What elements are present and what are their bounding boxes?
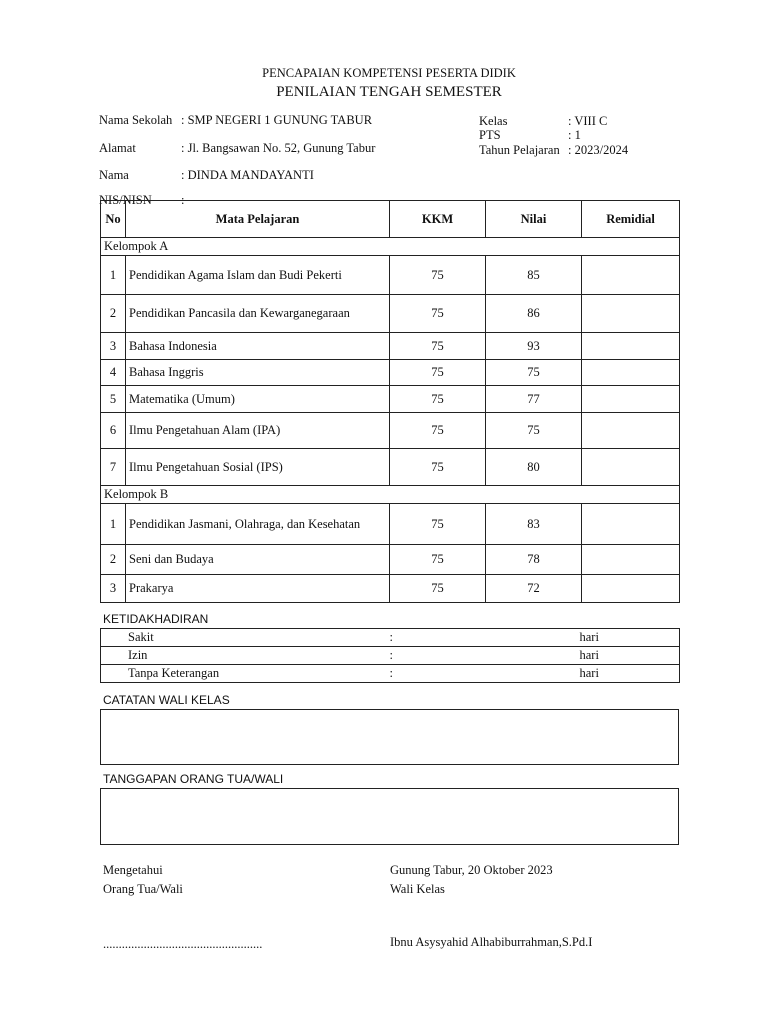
row-score: 75: [486, 360, 582, 386]
absence-unit: hari: [580, 647, 680, 665]
header-kkm: KKM: [390, 201, 486, 238]
row-subject: Bahasa Inggris: [126, 360, 390, 386]
row-remedial: [582, 413, 680, 449]
class-label: Kelas: [479, 114, 508, 128]
row-no: 7: [101, 449, 126, 486]
absence-label: Izin: [101, 647, 390, 665]
parent-response-box: [100, 788, 679, 845]
place-date: Gunung Tabur, 20 Oktober 2023: [390, 863, 553, 877]
row-no: 4: [101, 360, 126, 386]
absence-title: KETIDAKHADIRAN: [103, 612, 209, 626]
row-subject: Prakarya: [126, 575, 390, 603]
row-no: 3: [101, 333, 126, 360]
table-row: [101, 575, 680, 603]
parent-signature-line: ...................................................: [103, 937, 263, 951]
school-value: : SMP NEGERI 1 GUNUNG TABUR: [181, 113, 373, 127]
report-subtitle: PENILAIAN TENGAH SEMESTER: [276, 84, 502, 100]
table-header-row: [101, 201, 680, 238]
header-subject: Mata Pelajaran: [126, 201, 390, 238]
row-score: 78: [486, 545, 582, 575]
table-row: [101, 256, 680, 295]
header-score: Nilai: [486, 201, 582, 238]
row-remedial: [582, 256, 680, 295]
row-remedial: [582, 386, 680, 413]
homeroom-notes-title: CATATAN WALI KELAS: [103, 693, 230, 707]
address-value: : Jl. Bangsawan No. 52, Gunung Tabur: [181, 141, 376, 155]
row-kkm: 75: [390, 295, 486, 333]
table-row: [101, 295, 680, 333]
row-score: 86: [486, 295, 582, 333]
nis-label: NIS/NISN: [99, 193, 152, 207]
school-year-label: Tahun Pelajaran: [479, 143, 560, 157]
row-score: 75: [486, 413, 582, 449]
row-subject: Ilmu Pengetahuan Sosial (IPS): [126, 449, 390, 486]
row-no: 2: [101, 295, 126, 333]
row-kkm: 75: [390, 575, 486, 603]
table-row: [101, 449, 680, 486]
row-score: 83: [486, 504, 582, 545]
row-subject: Pendidikan Pancasila dan Kewarganegaraan: [126, 295, 390, 333]
header-remedial: Remidial: [582, 201, 680, 238]
pts-label: PTS: [479, 128, 501, 142]
group-b-label: Kelompok B: [101, 486, 680, 504]
absence-colon: :: [390, 665, 580, 683]
absence-row: [101, 629, 680, 647]
row-remedial: [582, 504, 680, 545]
row-remedial: [582, 333, 680, 360]
row-kkm: 75: [390, 333, 486, 360]
pts-value: : 1: [568, 128, 581, 142]
row-remedial: [582, 295, 680, 333]
row-subject: Matematika (Umum): [126, 386, 390, 413]
row-no: 1: [101, 256, 126, 295]
address-label: Alamat: [99, 141, 136, 155]
absence-unit: hari: [580, 665, 680, 683]
group-row: [101, 486, 680, 504]
student-name-label: Nama: [99, 168, 129, 182]
absence-colon: :: [390, 647, 580, 665]
school-label: Nama Sekolah: [99, 113, 173, 127]
class-value: : VIII C: [568, 114, 608, 128]
row-no: 6: [101, 413, 126, 449]
row-kkm: 75: [390, 360, 486, 386]
row-kkm: 75: [390, 449, 486, 486]
report-title: PENCAPAIAN KOMPETENSI PESERTA DIDIK: [262, 66, 516, 80]
absence-row: [101, 647, 680, 665]
row-subject: Seni dan Budaya: [126, 545, 390, 575]
row-score: 85: [486, 256, 582, 295]
student-name-value: : DINDA MANDAYANTI: [181, 168, 314, 182]
row-no: 1: [101, 504, 126, 545]
table-row: [101, 333, 680, 360]
parent-response-title: TANGGAPAN ORANG TUA/WALI: [103, 772, 284, 786]
grades-table: [100, 200, 680, 603]
row-subject: Bahasa Indonesia: [126, 333, 390, 360]
row-kkm: 75: [390, 545, 486, 575]
table-row: [101, 360, 680, 386]
row-kkm: 75: [390, 504, 486, 545]
row-subject: Ilmu Pengetahuan Alam (IPA): [126, 413, 390, 449]
row-kkm: 75: [390, 386, 486, 413]
row-remedial: [582, 360, 680, 386]
table-row: [101, 386, 680, 413]
row-no: 3: [101, 575, 126, 603]
header-no: No: [101, 201, 126, 238]
row-score: 80: [486, 449, 582, 486]
absence-label: Sakit: [101, 629, 390, 647]
group-row: [101, 238, 680, 256]
row-remedial: [582, 575, 680, 603]
row-remedial: [582, 449, 680, 486]
absence-row: [101, 665, 680, 683]
row-score: 93: [486, 333, 582, 360]
row-no: 5: [101, 386, 126, 413]
table-row: [101, 504, 680, 545]
homeroom-teacher-name: Ibnu Asysyahid Alhabiburrahman,S.Pd.I: [390, 935, 593, 949]
parent-guardian-label: Orang Tua/Wali: [103, 882, 183, 896]
homeroom-notes-box: [100, 709, 679, 765]
row-score: 77: [486, 386, 582, 413]
table-row: [101, 545, 680, 575]
row-subject: Pendidikan Jasmani, Olahraga, dan Kesehatan: [126, 504, 390, 545]
table-row: [101, 413, 680, 449]
row-kkm: 75: [390, 256, 486, 295]
absence-label: Tanpa Keterangan: [101, 665, 390, 683]
group-a-label: Kelompok A: [101, 238, 680, 256]
absence-unit: hari: [580, 629, 680, 647]
absence-table: [100, 628, 680, 683]
row-kkm: 75: [390, 413, 486, 449]
absence-colon: :: [390, 629, 580, 647]
row-subject: Pendidikan Agama Islam dan Budi Pekerti: [126, 256, 390, 295]
acknowledged-label: Mengetahui: [103, 863, 163, 877]
row-no: 2: [101, 545, 126, 575]
nis-value: :: [181, 193, 185, 207]
row-score: 72: [486, 575, 582, 603]
school-year-value: : 2023/2024: [568, 143, 629, 157]
homeroom-teacher-label: Wali Kelas: [390, 882, 445, 896]
row-remedial: [582, 545, 680, 575]
